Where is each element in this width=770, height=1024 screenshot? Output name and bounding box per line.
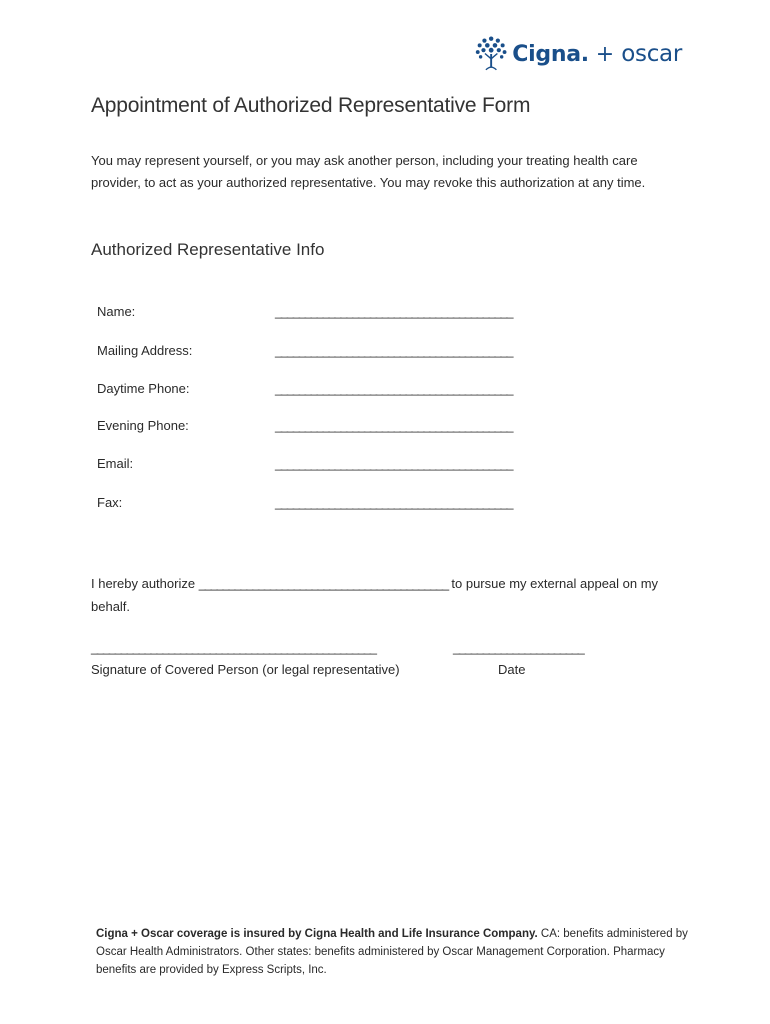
cigna-wordmark: Cigna. [512, 41, 589, 67]
representative-name-blank[interactable]: __________________________________________ [198, 576, 448, 591]
signature-caption: Signature of Covered Person (or legal representative) [91, 662, 400, 677]
cigna-tree-icon [472, 34, 510, 74]
evening-phone-blank[interactable]: ________________________________________ [275, 418, 513, 433]
field-label: Email: [97, 456, 134, 471]
field-label: Daytime Phone: [97, 381, 190, 396]
field-row-fax [97, 495, 557, 515]
intro-paragraph: You may represent yourself, or you may ask another person, including your treating health care provider, to act as your authorized representative. You may revoke this authorization at any time. [91, 153, 646, 190]
cigna-oscar-logo [472, 34, 682, 74]
authorize-suffix: to pursue my external appeal on my behalf. [91, 576, 659, 614]
footer-text: CA: benefits administered by Oscar Health Administrators. Other states: benefits administered by Oscar Management Corporation. Pharmacy benefits are provided by Express Scripts, Inc. [96, 928, 688, 976]
field-row-evening-phone [97, 418, 557, 438]
field-label: Mailing Address: [97, 343, 193, 358]
field-label: Name: [97, 304, 136, 319]
date-caption: Date [498, 662, 526, 677]
authorize-prefix: I hereby authorize [91, 576, 196, 591]
field-label: Evening Phone: [97, 418, 189, 433]
footer-disclaimer [96, 925, 696, 979]
oscar-wordmark: oscar [621, 41, 682, 67]
logo-plus-sign: + [595, 41, 615, 67]
daytime-phone-blank[interactable]: ________________________________________ [275, 381, 513, 396]
footer-bold-text: Cigna + Oscar coverage is insured by Cigna Health and Life Insurance Company. [96, 928, 538, 940]
name-blank[interactable]: ________________________________________ [275, 304, 513, 319]
form-title: Appointment of Authorized Representative Form [91, 94, 531, 117]
field-row-name [97, 304, 557, 324]
field-label: Fax: [97, 495, 123, 510]
mailing-address-blank[interactable]: ________________________________________ [275, 343, 513, 358]
field-row-email [97, 456, 557, 476]
authorization-statement [91, 572, 691, 618]
field-row-mailing-address [97, 343, 557, 363]
section-heading-representative-info: Authorized Representative Info [91, 240, 325, 259]
signature-blank[interactable]: ________________________________________________ [91, 640, 376, 655]
date-blank[interactable]: ______________________ [453, 640, 584, 655]
fax-blank[interactable]: ________________________________________ [275, 495, 513, 510]
email-blank[interactable]: ________________________________________ [275, 456, 513, 471]
field-row-daytime-phone [97, 381, 557, 401]
